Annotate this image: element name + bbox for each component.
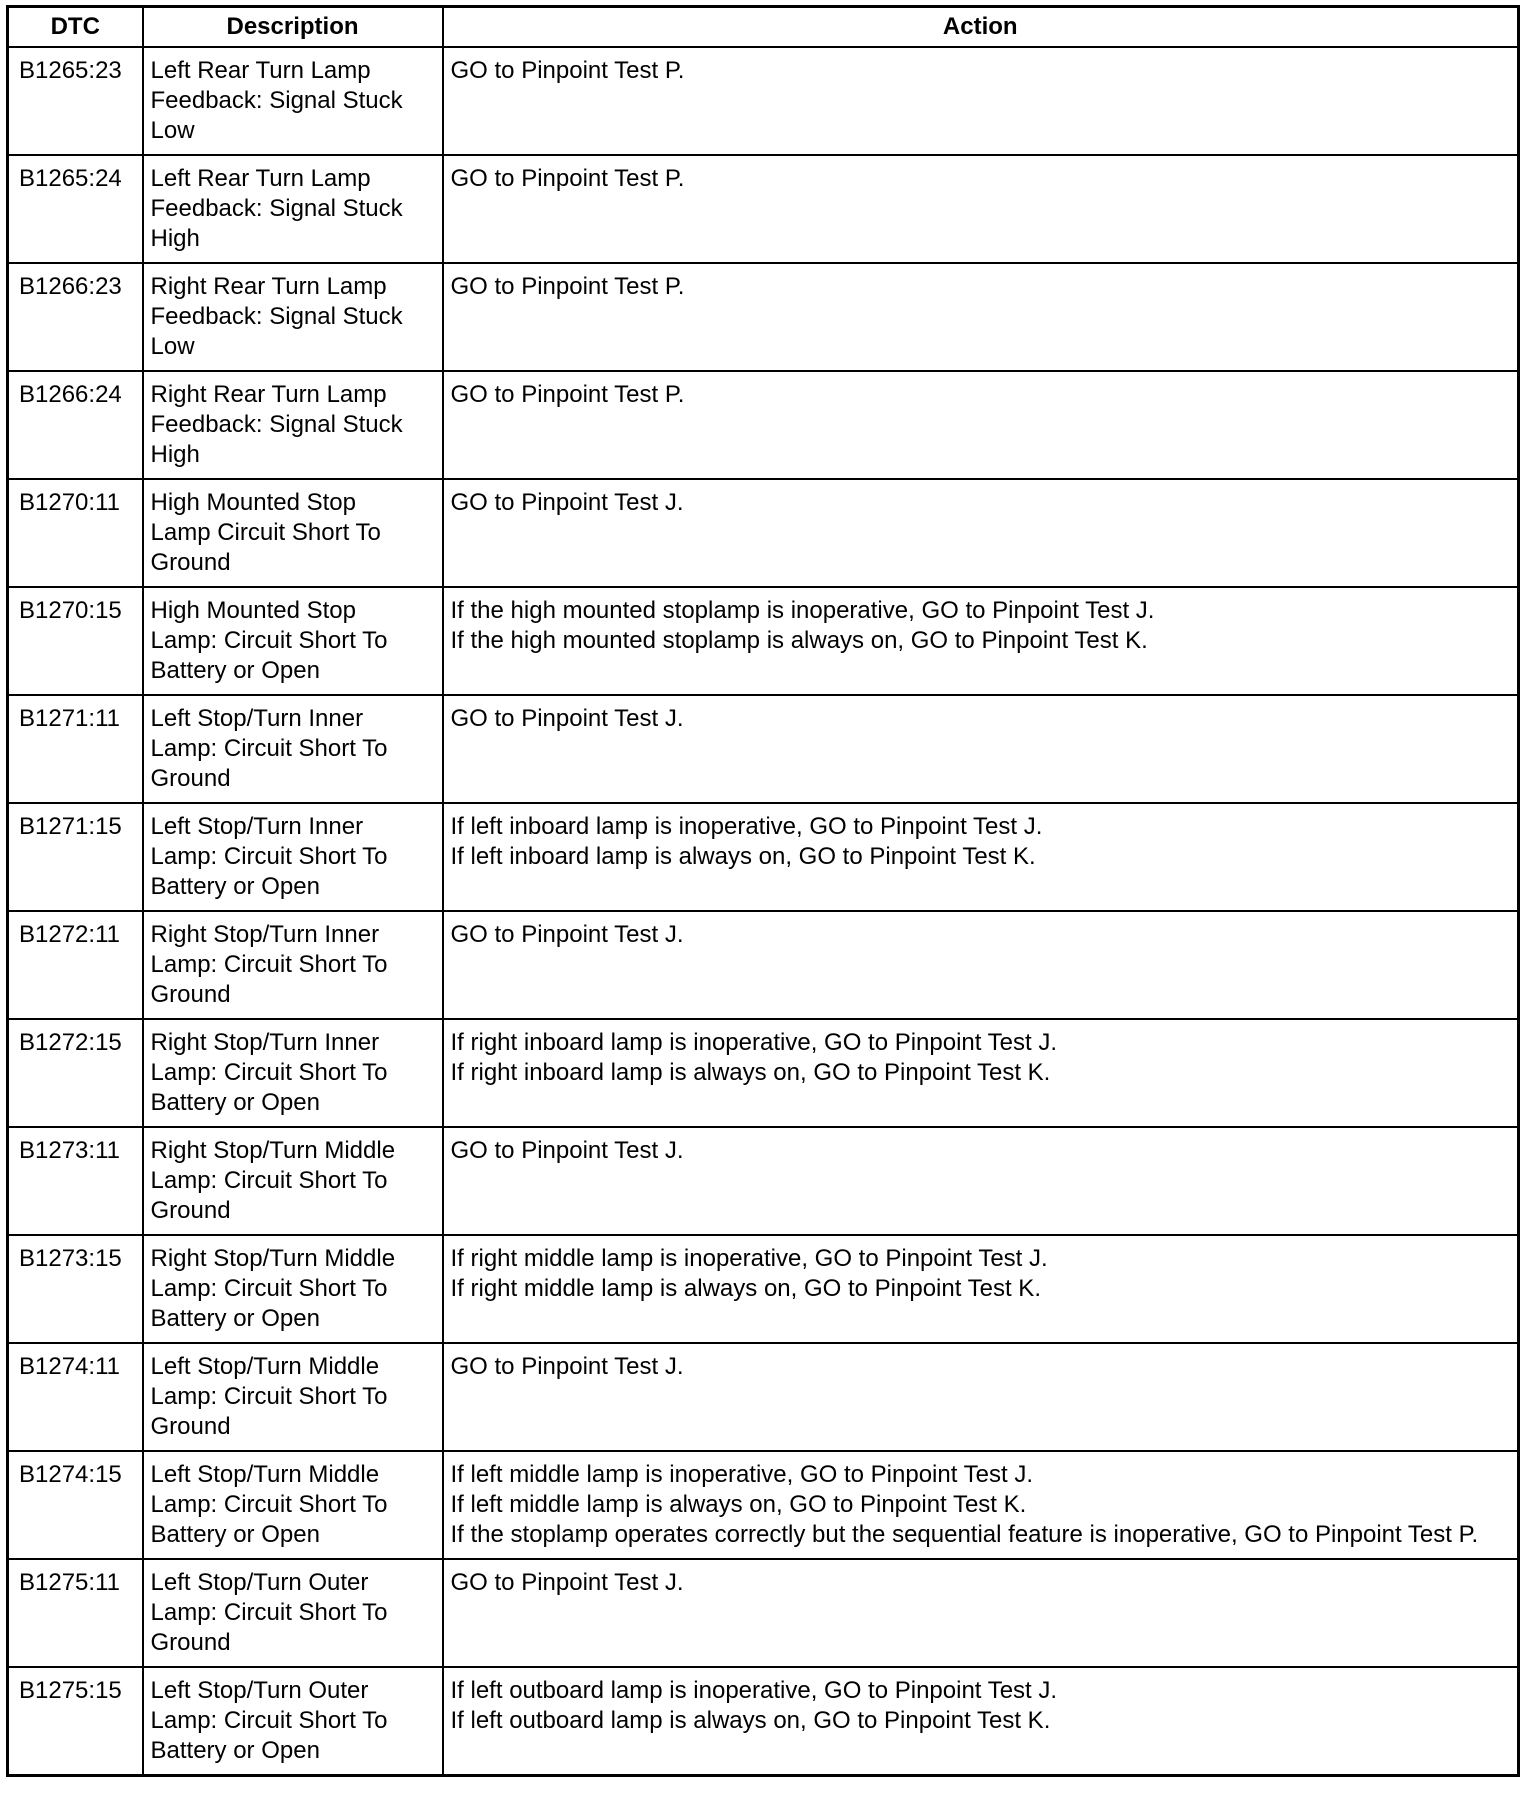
description-line: Lamp: Circuit Short To [150,1275,388,1302]
dtc-action [443,479,1519,587]
action-line: If left middle lamp is inoperative, GO to Pinpoint Test J. [450,1461,1033,1488]
dtc-description [143,911,443,1019]
description-line: Lamp Circuit Short To [150,519,381,546]
action-line: GO to Pinpoint Test P. [450,273,685,300]
action-line: If right middle lamp is always on, GO to Pinpoint Test K. [450,1275,1041,1302]
dtc-description [143,1235,443,1343]
dtc-code: B1274:11 [8,1343,143,1451]
dtc-action [443,47,1519,155]
dtc-action [443,371,1519,479]
description-line: Right Stop/Turn Inner [150,921,380,948]
description-line: Lamp: Circuit Short To [150,951,388,978]
dtc-description [143,371,443,479]
dtc-code: B1266:23 [8,263,143,371]
description-line: Lamp: Circuit Short To [150,1383,388,1410]
action-line: If left outboard lamp is inoperative, GO to Pinpoint Test J. [450,1677,1058,1704]
description-line: Left Stop/Turn Middle [150,1353,380,1380]
action-line: If left inboard lamp is always on, GO to Pinpoint Test K. [450,843,1036,870]
description-line: Lamp: Circuit Short To [150,1599,388,1626]
description-line: Left Stop/Turn Outer [150,1677,369,1704]
table-row [8,911,1519,1019]
description-line: Ground [150,1413,231,1440]
dtc-description [143,1559,443,1667]
table-row [8,1451,1519,1559]
dtc-description [143,587,443,695]
table-row [8,1667,1519,1776]
description-line: Lamp: Circuit Short To [150,1059,388,1086]
description-line: Lamp: Circuit Short To [150,735,388,762]
dtc-code: B1273:15 [8,1235,143,1343]
action-line: If left outboard lamp is always on, GO to Pinpoint Test K. [450,1707,1051,1734]
description-line: Low [150,333,195,360]
table-row [8,263,1519,371]
description-line: Right Stop/Turn Middle [150,1137,396,1164]
dtc-description [143,1019,443,1127]
table-row [8,1019,1519,1127]
action-line: GO to Pinpoint Test J. [450,1137,684,1164]
action-line: GO to Pinpoint Test J. [450,1569,684,1596]
action-line: If right middle lamp is inoperative, GO to Pinpoint Test J. [450,1245,1048,1272]
description-line: Battery or Open [150,1521,320,1548]
dtc-action [443,1667,1519,1776]
action-line: GO to Pinpoint Test J. [450,1353,684,1380]
description-line: Ground [150,1197,231,1224]
action-line: GO to Pinpoint Test P. [450,57,685,84]
description-line: Feedback: Signal Stuck [150,195,403,222]
dtc-code: B1275:15 [8,1667,143,1776]
action-line: GO to Pinpoint Test J. [450,921,684,948]
description-line: Feedback: Signal Stuck [150,87,403,114]
action-line: If left inboard lamp is inoperative, GO to Pinpoint Test J. [450,813,1043,840]
header-action: Action [443,7,1519,48]
dtc-code: B1271:15 [8,803,143,911]
description-line: Feedback: Signal Stuck [150,303,403,330]
dtc-description [143,263,443,371]
dtc-code: B1265:24 [8,155,143,263]
dtc-code: B1266:24 [8,371,143,479]
dtc-code: B1273:11 [8,1127,143,1235]
dtc-action [443,1019,1519,1127]
description-line: High Mounted Stop [150,489,356,516]
description-line: Feedback: Signal Stuck [150,411,403,438]
table-row [8,1559,1519,1667]
dtc-description [143,479,443,587]
description-line: Lamp: Circuit Short To [150,1707,388,1734]
dtc-code: B1270:15 [8,587,143,695]
dtc-code: B1275:11 [8,1559,143,1667]
description-line: Battery or Open [150,1089,320,1116]
action-line: If left middle lamp is always on, GO to Pinpoint Test K. [450,1491,1027,1518]
dtc-code: B1272:11 [8,911,143,1019]
header-dtc: DTC [8,7,143,48]
table-row [8,803,1519,911]
description-line: High [150,441,200,468]
dtc-action [443,587,1519,695]
table-row [8,1127,1519,1235]
dtc-description [143,1343,443,1451]
table-row [8,47,1519,155]
description-line: Lamp: Circuit Short To [150,627,388,654]
description-line: Right Stop/Turn Middle [150,1245,396,1272]
description-line: Left Stop/Turn Inner [150,813,364,840]
dtc-action [443,1235,1519,1343]
dtc-code: B1270:11 [8,479,143,587]
dtc-code: B1271:11 [8,695,143,803]
action-line: GO to Pinpoint Test J. [450,489,684,516]
description-line: Right Rear Turn Lamp [150,381,387,408]
description-line: Ground [150,981,231,1008]
table-row [8,479,1519,587]
description-line: Battery or Open [150,1737,320,1764]
table-row [8,1343,1519,1451]
description-line: Low [150,117,195,144]
dtc-action [443,695,1519,803]
header-description: Description [143,7,443,48]
dtc-table [6,5,1520,1777]
dtc-description [143,1451,443,1559]
description-line: Battery or Open [150,1305,320,1332]
dtc-action [443,1559,1519,1667]
action-line: If right inboard lamp is inoperative, GO to Pinpoint Test J. [450,1029,1058,1056]
dtc-description [143,155,443,263]
dtc-description [143,47,443,155]
description-line: High Mounted Stop [150,597,356,624]
action-line: If the high mounted stoplamp is always on, GO to Pinpoint Test K. [450,627,1148,654]
action-line: GO to Pinpoint Test P. [450,381,685,408]
action-line: If right inboard lamp is always on, GO to Pinpoint Test K. [450,1059,1051,1086]
description-line: Left Stop/Turn Outer [150,1569,369,1596]
table-row [8,1235,1519,1343]
dtc-action [443,1127,1519,1235]
dtc-action [443,263,1519,371]
description-line: Battery or Open [150,657,320,684]
description-line: Left Stop/Turn Inner [150,705,364,732]
description-line: Right Stop/Turn Inner [150,1029,380,1056]
description-line: Ground [150,549,231,576]
description-line: Lamp: Circuit Short To [150,1491,388,1518]
table-row [8,155,1519,263]
dtc-code: B1274:15 [8,1451,143,1559]
dtc-action [443,1343,1519,1451]
description-line: Ground [150,765,231,792]
description-line: Right Rear Turn Lamp [150,273,387,300]
description-line: High [150,225,200,252]
description-line: Lamp: Circuit Short To [150,843,388,870]
table-row [8,587,1519,695]
header-row [8,7,1519,48]
description-line: Left Rear Turn Lamp [150,165,371,192]
dtc-description [143,1667,443,1776]
description-line: Ground [150,1629,231,1656]
table-row [8,371,1519,479]
table-row [8,695,1519,803]
dtc-code: B1272:15 [8,1019,143,1127]
description-line: Lamp: Circuit Short To [150,1167,388,1194]
dtc-action [443,1451,1519,1559]
dtc-code: B1265:23 [8,47,143,155]
dtc-action [443,155,1519,263]
action-line: If the stoplamp operates correctly but the sequential feature is inoperative, GO to Pinpoint Test P. [450,1521,1479,1548]
description-line: Battery or Open [150,873,320,900]
dtc-description [143,1127,443,1235]
dtc-action [443,911,1519,1019]
description-line: Left Rear Turn Lamp [150,57,371,84]
dtc-action [443,803,1519,911]
dtc-description [143,803,443,911]
action-line: GO to Pinpoint Test P. [450,165,685,192]
action-line: GO to Pinpoint Test J. [450,705,684,732]
action-line: If the high mounted stoplamp is inoperative, GO to Pinpoint Test J. [450,597,1155,624]
dtc-description [143,695,443,803]
description-line: Left Stop/Turn Middle [150,1461,380,1488]
